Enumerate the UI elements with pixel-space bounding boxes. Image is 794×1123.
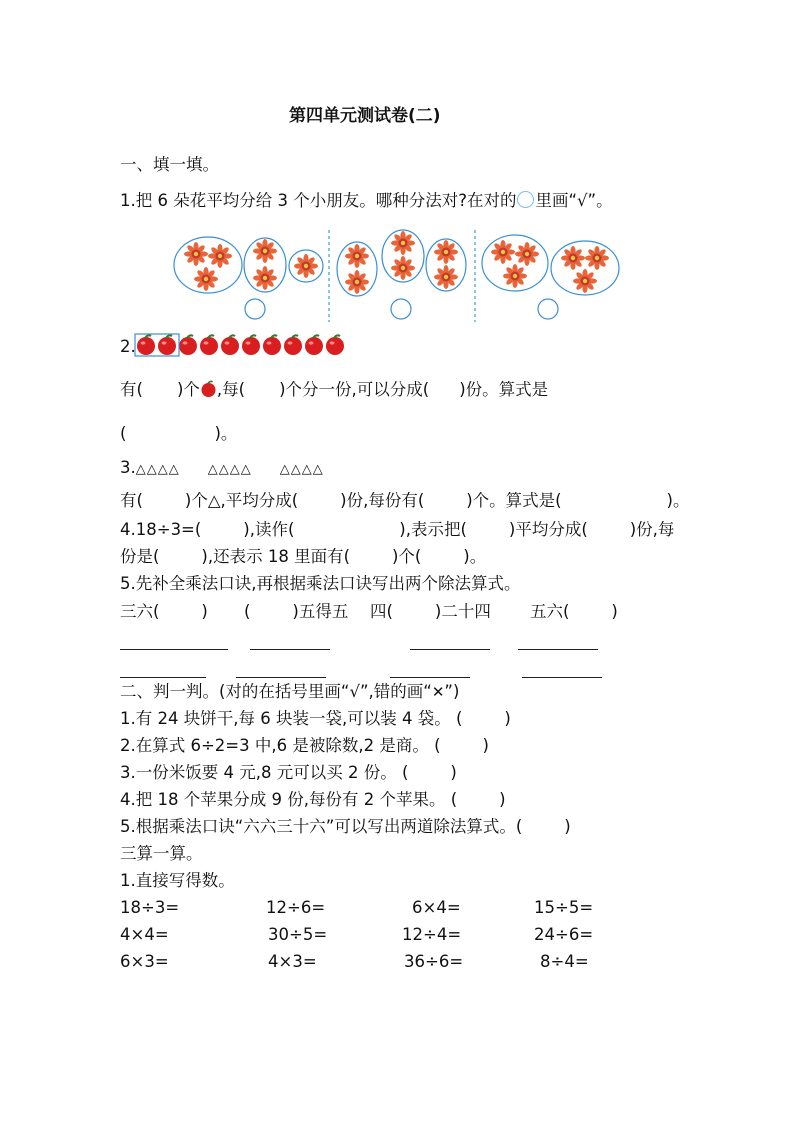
calc-cell: 15÷5= <box>534 898 594 917</box>
calc-cell: 6×4= <box>412 898 461 917</box>
page-title: 第四单元测试卷(二) <box>289 106 441 126</box>
apple-icon <box>137 335 155 355</box>
judge-item-5: 5.根据乘法口诀“六六三十六”可以写出两道除法算式。( ) <box>120 817 571 836</box>
answer-line[interactable] <box>410 649 490 650</box>
calc-cell: 24÷6= <box>534 925 594 944</box>
section-3-heading: 三算一算。 <box>120 844 203 863</box>
apple-icon <box>200 335 218 355</box>
judge-item-3: 3.一份米饭要 4 元,8 元可以买 2 份。 ( ) <box>120 763 457 782</box>
judge-item-4: 4.把 18 个苹果分成 9 份,每份有 2 个苹果。 ( ) <box>120 790 506 809</box>
triangle-group-3: △△△△ <box>279 462 324 477</box>
question-2-line-1: 有( )个 ,每( )个分一份,可以分成( )份。算式是 <box>120 380 549 399</box>
calc-cell: 4×4= <box>120 925 169 944</box>
apple-icon <box>221 335 239 355</box>
answer-line[interactable] <box>522 677 602 678</box>
question-2-label: 2. <box>120 337 136 356</box>
answer-line[interactable] <box>390 677 470 678</box>
question-5: 5.先补全乘法口诀,再根据乘法口诀写出两个除法算式。 <box>120 574 521 593</box>
calc-question-1: 1.直接写得数。 <box>120 871 235 890</box>
apple-icon <box>263 335 281 355</box>
question-4-line-1: 4.18÷3=( ),读作( ),表示把( )平均分成( )份,每 <box>120 520 675 539</box>
multiplication-rhyme-2: ( )五得五 <box>244 602 349 621</box>
answer-line[interactable] <box>120 649 228 650</box>
judge-item-1: 1.有 24 块饼干,每 6 块装一袋,可以装 4 袋。 ( ) <box>120 709 511 728</box>
answer-line[interactable] <box>250 649 330 650</box>
section-2-heading: 二、判一判。(对的在括号里画“√”,错的画“✕”) <box>120 682 460 701</box>
calc-cell: 12÷6= <box>266 898 326 917</box>
multiplication-rhyme-4: 五六( ) <box>530 602 618 621</box>
apple-icon <box>242 335 260 355</box>
section-1-heading: 一、填一填。 <box>120 155 219 174</box>
answer-line[interactable] <box>236 677 326 678</box>
calc-cell: 6×3= <box>120 952 169 971</box>
question-1: 1.把 6 朵花平均分给 3 个小朋友。哪种分法对?在对的 里画“√”。 <box>120 191 613 210</box>
apple-icon <box>158 335 176 355</box>
apple-icon <box>326 335 344 355</box>
multiplication-rhyme-3: 四( )二十四 <box>370 602 491 621</box>
calc-cell: 36÷6= <box>404 952 464 971</box>
cross-icon: ✕ <box>431 683 445 701</box>
judge-item-2: 2.在算式 6÷2=3 中,6 是被除数,2 是商。 ( ) <box>120 736 489 755</box>
apple-icon <box>305 335 323 355</box>
multiplication-rhyme-1: 三六( ) <box>120 602 208 621</box>
calc-cell: 30÷5= <box>268 925 328 944</box>
calc-cell: 8÷4= <box>540 952 589 971</box>
apple-row <box>134 333 374 357</box>
answer-line[interactable] <box>120 677 206 678</box>
apple-icon <box>179 335 197 355</box>
apple-icon <box>200 382 217 397</box>
question-3-line: 有( )个△,平均分成( )份,每份有( )个。算式是( )。 <box>120 491 690 510</box>
calc-cell: 18÷3= <box>120 898 180 917</box>
answer-line[interactable] <box>518 649 598 650</box>
calc-cell: 12÷4= <box>402 925 462 944</box>
triangle-group-2: △△△△ <box>207 462 252 477</box>
calc-cell: 4×3= <box>268 952 317 971</box>
triangle-group-1: △△△△ <box>135 462 180 477</box>
question-2-line-2: ( )。 <box>120 424 238 443</box>
apple-icon <box>284 335 302 355</box>
question-3-triangles: 3.△△△△ △△△△ △△△△ <box>120 458 324 477</box>
question-4-line-2: 份是( ),还表示 18 里面有( )个( )。 <box>120 547 487 566</box>
